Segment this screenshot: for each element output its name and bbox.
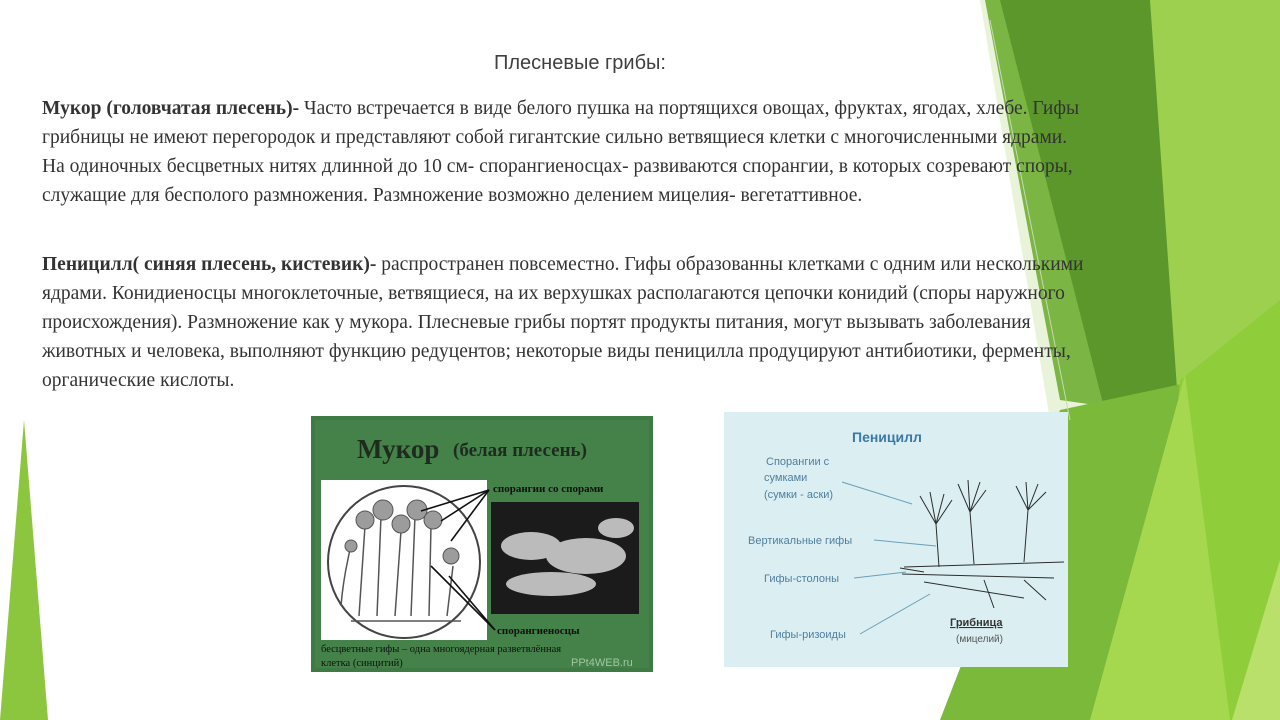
label-vertical-hyphae: Вертикальные гифы — [748, 535, 853, 547]
label-mycelium: Грибница — [950, 617, 1003, 629]
text-mucor: Часто встречается в виде белого пушка на портящихся овощах, фруктах, ягодах, хлебе. Гифы грибницы не имеют перегородок и представляют собой гигантские сильно ветвящиеся клетки с многочисленными ядрами. На одиночных бесцветных нитях длинной до 10 см- спорангиеносцах- развиваются спорангии, в которых созревают споры, служащие для бесполого размножения. Размножение возможно делением мицелия- вегетаттивное. — [42, 98, 1080, 206]
label-sporangia-with-spores: спорангии со спорами — [493, 483, 604, 495]
label-sporangia-line2: сумками — [764, 472, 808, 484]
figure-penicillium — [724, 412, 1068, 667]
mucor-fig-title: Мукор — [357, 434, 440, 464]
label-stolon-hyphae: Гифы-столоны — [764, 573, 840, 585]
penicillium-illustration — [724, 412, 1068, 667]
term-mucor: Мукор (головчатая плесень)- — [42, 98, 300, 119]
label-sporangia-line3: (сумки - аски) — [764, 489, 834, 501]
label-mycelium-sub: (мицелий) — [956, 634, 1003, 645]
label-sporangiophores: спорангиеносцы — [497, 625, 580, 637]
paragraph-penicillium — [42, 250, 1092, 395]
paragraph-mucor — [42, 94, 1092, 210]
mucor-illustration — [311, 416, 653, 672]
label-rhizoid-hyphae: Гифы-ризоиды — [770, 629, 846, 641]
deco-left-spike — [0, 420, 48, 720]
mucor-caption-line2: клетка (синцитий) — [321, 658, 403, 669]
mucor-fig-subtitle: (белая плесень) — [453, 440, 587, 461]
term-penicillium: Пеницилл( синяя плесень, кистевик)- — [42, 254, 377, 275]
mucor-drawing-panel — [321, 480, 487, 640]
mucor-watermark: PPt4WEB.ru — [571, 657, 633, 669]
figure-mucor — [311, 416, 653, 672]
penicillium-fig-title: Пеницилл — [852, 429, 922, 445]
label-sporangia-line1: Спорангии с — [766, 456, 830, 468]
slide-title: Плесневые грибы: — [494, 52, 666, 74]
text-penicillium: распространен повсеместно. Гифы образованны клетками с одним или несколькими ядрами. Конидиеносцы многоклеточные, ветвящиеся, на их верхушках располагаются цепочки конидий (споры наружного происхождения). Размножение как у мукора. Плесневые грибы портят продукты питания, могут вызывать заболевания животных и человека, выполняют функцию редуцентов; некоторые виды пеницилла продуцируют антибиотики, ферменты, органические кислоты. — [42, 254, 1084, 391]
mucor-caption-line1: бесцветные гифы – одна многоядерная разветвлённая — [321, 644, 562, 655]
